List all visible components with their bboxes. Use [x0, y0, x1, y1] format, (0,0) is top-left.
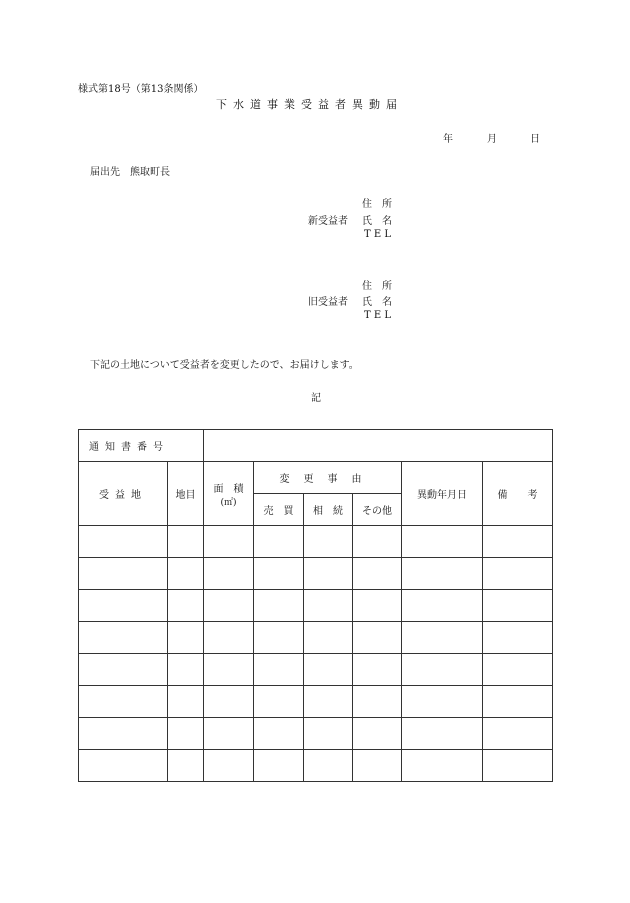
area-cell[interactable]: [204, 654, 254, 686]
other-cell[interactable]: [353, 590, 402, 622]
sale-cell[interactable]: [254, 558, 304, 590]
area-cell[interactable]: [204, 686, 254, 718]
land-cell[interactable]: [79, 750, 168, 782]
ki-label: 記: [311, 393, 321, 404]
change-date-cell[interactable]: [402, 718, 483, 750]
addressee: 届出先 熊取町長: [90, 167, 170, 178]
table-row: [79, 590, 553, 622]
change-date-header: 異動年月日: [402, 462, 483, 526]
new-beneficiary-label: 新受益者: [308, 216, 348, 227]
other-cell[interactable]: [353, 622, 402, 654]
remarks-cell[interactable]: [483, 750, 553, 782]
other-cell[interactable]: [353, 750, 402, 782]
chimoku-cell[interactable]: [168, 654, 204, 686]
change-date-cell[interactable]: [402, 590, 483, 622]
remarks-header: 備 考: [483, 462, 553, 526]
other-cell[interactable]: [353, 654, 402, 686]
inheritance-cell[interactable]: [304, 622, 353, 654]
area-cell[interactable]: [204, 622, 254, 654]
land-cell[interactable]: [79, 558, 168, 590]
inheritance-cell[interactable]: [304, 590, 353, 622]
date-day: 日: [530, 134, 540, 145]
other-cell[interactable]: [353, 526, 402, 558]
remarks-cell[interactable]: [483, 654, 553, 686]
remarks-cell[interactable]: [483, 718, 553, 750]
inheritance-header: 相 続: [304, 494, 353, 526]
remarks-cell[interactable]: [483, 622, 553, 654]
land-cell[interactable]: [79, 590, 168, 622]
change-date-cell[interactable]: [402, 526, 483, 558]
chimoku-cell[interactable]: [168, 526, 204, 558]
change-reason-header: 変更事由: [254, 462, 402, 494]
area-header: [204, 462, 254, 526]
table-row: [79, 750, 553, 782]
change-date-cell[interactable]: [402, 654, 483, 686]
notice-number-cell[interactable]: [204, 430, 553, 462]
new-tel-label: T E L: [364, 229, 391, 240]
other-cell[interactable]: [353, 686, 402, 718]
old-name-label: 氏 名: [362, 297, 392, 308]
inheritance-cell[interactable]: [304, 718, 353, 750]
land-cell[interactable]: [79, 526, 168, 558]
inheritance-cell[interactable]: [304, 558, 353, 590]
land-header: 受益地: [79, 462, 168, 526]
old-beneficiary-label: 旧受益者: [308, 297, 348, 308]
old-tel-label: T E L: [364, 310, 391, 321]
table-row: [79, 622, 553, 654]
area-cell[interactable]: [204, 750, 254, 782]
change-date-cell[interactable]: [402, 750, 483, 782]
sale-cell[interactable]: [254, 590, 304, 622]
sale-header: 売 買: [254, 494, 304, 526]
table-row: [79, 718, 553, 750]
sale-cell[interactable]: [254, 622, 304, 654]
form-number: 様式第18号（第13条関係）: [78, 84, 204, 95]
land-cell[interactable]: [79, 622, 168, 654]
area-cell[interactable]: [204, 718, 254, 750]
area-cell[interactable]: [204, 558, 254, 590]
table-row: [79, 654, 553, 686]
area-unit: (㎡): [220, 497, 237, 508]
table-row: [79, 686, 553, 718]
new-address-label: 住 所: [362, 199, 392, 210]
area-cell[interactable]: [204, 526, 254, 558]
chimoku-cell[interactable]: [168, 686, 204, 718]
land-cell[interactable]: [79, 654, 168, 686]
area-cell[interactable]: [204, 590, 254, 622]
change-date-cell[interactable]: [402, 622, 483, 654]
sale-cell[interactable]: [254, 654, 304, 686]
sale-cell[interactable]: [254, 750, 304, 782]
remarks-cell[interactable]: [483, 526, 553, 558]
chimoku-cell[interactable]: [168, 558, 204, 590]
chimoku-header: 地目: [168, 462, 204, 526]
area-label: 面 積: [213, 483, 244, 495]
inheritance-cell[interactable]: [304, 526, 353, 558]
change-date-cell[interactable]: [402, 686, 483, 718]
date-year: 年: [443, 134, 453, 145]
remarks-cell[interactable]: [483, 558, 553, 590]
chimoku-cell[interactable]: [168, 622, 204, 654]
inheritance-cell[interactable]: [304, 750, 353, 782]
notice-number-row: [79, 430, 553, 462]
details-table: [78, 429, 553, 782]
land-cell[interactable]: [79, 686, 168, 718]
change-date-cell[interactable]: [402, 558, 483, 590]
new-name-label: 氏 名: [362, 216, 392, 227]
statement: 下記の土地について受益者を変更したので、お届けします。: [90, 360, 359, 371]
notice-number-label: 通知書番号: [79, 430, 204, 462]
chimoku-cell[interactable]: [168, 750, 204, 782]
remarks-cell[interactable]: [483, 686, 553, 718]
table-row: [79, 558, 553, 590]
inheritance-cell[interactable]: [304, 654, 353, 686]
table-row: [79, 526, 553, 558]
other-cell[interactable]: [353, 558, 402, 590]
old-address-label: 住 所: [362, 281, 392, 292]
other-header: その他: [353, 494, 402, 526]
sale-cell[interactable]: [254, 718, 304, 750]
date-month: 月: [487, 134, 497, 145]
page-title: 下水道事業受益者異動届: [216, 98, 403, 111]
other-cell[interactable]: [353, 718, 402, 750]
inheritance-cell[interactable]: [304, 686, 353, 718]
land-cell[interactable]: [79, 718, 168, 750]
sale-cell[interactable]: [254, 686, 304, 718]
remarks-cell[interactable]: [483, 590, 553, 622]
header-row-1: [79, 462, 553, 494]
sale-cell[interactable]: [254, 526, 304, 558]
chimoku-cell[interactable]: [168, 590, 204, 622]
chimoku-cell[interactable]: [168, 718, 204, 750]
